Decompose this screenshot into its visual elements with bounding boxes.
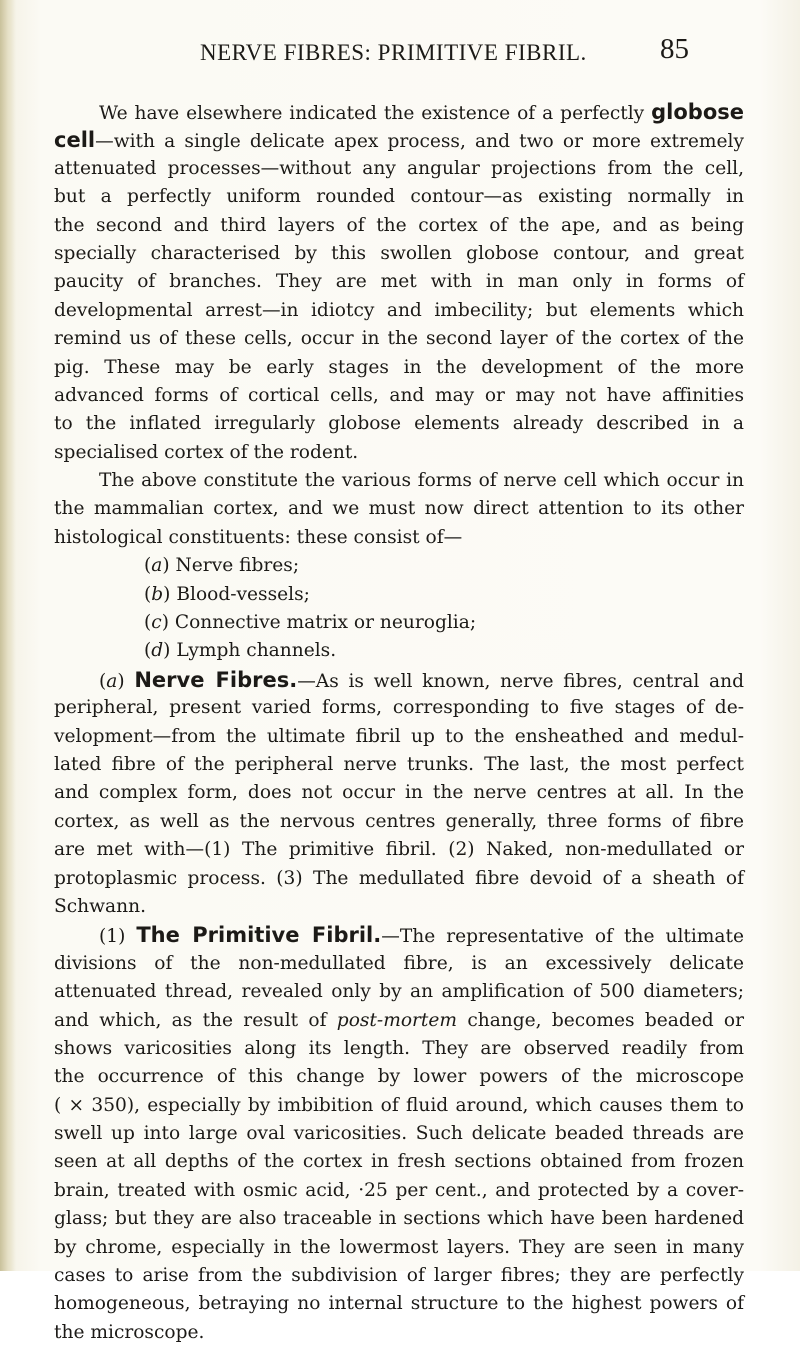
text-line	[54, 1007, 744, 1035]
text-line: by chrome, especially in the lowermost layers. They are seen in many	[54, 1236, 744, 1258]
text-line: peripheral, present varied forms, corresponding to five stages of de-	[54, 697, 744, 719]
text-line: Schwann.	[54, 895, 146, 917]
list-item	[54, 637, 744, 665]
text-span: change, becomes beaded or	[467, 1009, 744, 1031]
list-marker: (	[144, 555, 152, 577]
text-line: the mammalian cortex, and we must now direct attention to its other	[54, 498, 744, 520]
list-marker: (	[144, 640, 152, 662]
text-line	[54, 921, 744, 949]
text-line: specially characterised by this swollen globose contour, and great	[54, 242, 744, 264]
text-line: lated fibre of the peripheral nerve trunks. The last, the most perfect	[54, 753, 744, 775]
text-line	[54, 666, 744, 694]
text-line: to the inflated irregularly globose elements already described in a	[54, 413, 744, 435]
section-heading-nerve-fibres: Nerve Fibres.	[134, 667, 298, 692]
text-span: We have elsewhere indicated the existence of a perfectly	[99, 103, 645, 124]
list-text: Connective matrix or neuroglia;	[168, 612, 477, 634]
list-marker: (	[144, 612, 152, 634]
list-item	[54, 581, 744, 609]
text-span: —The representative of the ultimate	[381, 926, 744, 948]
section-marker: (	[99, 670, 107, 692]
text-line: the microscope.	[54, 1321, 205, 1343]
text-line: and complex form, does not occur in the nerve centres at all. In the	[54, 782, 744, 804]
text-line	[54, 126, 744, 154]
text-line: The above constitute the various forms of nerve cell which occur in	[99, 470, 744, 492]
list-letter: c	[151, 612, 162, 634]
text-line: brain, treated with osmic acid, ·25 per cent., and protected by a cover-	[54, 1179, 744, 1201]
text-span: —As is well known, nerve fibres, central and	[297, 670, 744, 692]
section-heading-primitive-fibril: The Primitive Fibril.	[136, 923, 382, 948]
text-line: but a perfectly uniform rounded contour—as existing normally in	[54, 186, 744, 208]
text-line: advanced forms of cortical cells, and may or may not have affinities	[54, 384, 744, 406]
list-item	[54, 552, 744, 580]
text-line: seen at all depths of the cortex in fresh sections obtained from frozen	[54, 1151, 744, 1173]
list-text: Blood-vessels;	[170, 583, 310, 605]
text-line: ( × 350), especially by imbibition of fluid around, which causes them to	[54, 1094, 744, 1116]
text-line: glass; but they are also traceable in sections which have been hardened	[54, 1208, 744, 1230]
list-marker: )	[163, 583, 171, 605]
list-letter: d	[151, 640, 164, 662]
text-span: —with a single delicate apex process, and two or more extremely	[95, 131, 744, 153]
list-letter: b	[151, 583, 164, 605]
text-span: and which, as the result of	[54, 1009, 327, 1031]
text-line: are met with—(1) The primitive fibril. (2) Naked, non-medullated or	[54, 839, 744, 861]
list-text: Lymph channels.	[170, 640, 337, 662]
list-marker: (	[144, 583, 152, 605]
text-line: cortex, as well as the nervous centres generally, three forms of fibre	[54, 810, 744, 832]
text-line: specialised cortex of the rodent.	[54, 441, 359, 463]
list-marker: )	[161, 612, 169, 634]
term-cell: cell	[54, 128, 96, 153]
list-letter: a	[151, 555, 163, 577]
text-line: paucity of branches. They are met with in man only in forms of	[54, 271, 744, 293]
text-line: attenuated processes—without any angular projections from the cell,	[54, 157, 744, 179]
list-marker: )	[162, 555, 170, 577]
text-line: divisions of the non-medullated fibre, is an excessively delicate	[54, 952, 744, 974]
emphasis-post-mortem: post-mortem	[336, 1009, 458, 1031]
list-text: Nerve fibres;	[169, 555, 300, 577]
body-text	[54, 98, 744, 1347]
running-head: NERVE FIBRES: PRIMITIVE FIBRIL.	[200, 40, 587, 65]
spine-shadow	[0, 0, 16, 1271]
list-item	[54, 609, 744, 637]
text-line: shows varicosities along its length. They are observed readily from	[54, 1037, 744, 1059]
section-number: (1)	[99, 926, 126, 948]
list-marker: )	[163, 640, 171, 662]
page-number: 85	[660, 33, 689, 65]
text-line: attenuated thread, revealed only by an amplification of 500 diameters;	[54, 981, 744, 1003]
text-line: remind us of these cells, occur in the second layer of the cortex of the	[54, 328, 744, 350]
term-globose: globose	[651, 100, 744, 124]
text-line: velopment—from the ultimate fibril up to the ensheathed and medul-	[54, 725, 744, 747]
text-line: developmental arrest—in idiotcy and imbecility; but elements which	[54, 299, 744, 321]
section-letter: a	[106, 670, 118, 692]
text-line	[54, 98, 744, 126]
text-line: the occurrence of this change by lower powers of the microscope	[54, 1066, 744, 1088]
text-line: homogeneous, betraying no internal structure to the highest powers of	[54, 1293, 744, 1315]
text-line: histological constituents: these consist of—	[54, 526, 463, 548]
text-line: cases to arise from the subdivision of larger fibres; they are perfectly	[54, 1265, 744, 1287]
text-line: swell up into large oval varicosities. Such delicate beaded threads are	[54, 1123, 744, 1145]
text-line: pig. These may be early stages in the development of the more	[54, 356, 744, 378]
text-line: protoplasmic process. (3) The medullated fibre devoid of a sheath of	[54, 867, 744, 889]
text-line: the second and third layers of the cortex of the ape, and as being	[54, 214, 744, 236]
section-marker: )	[117, 670, 125, 692]
